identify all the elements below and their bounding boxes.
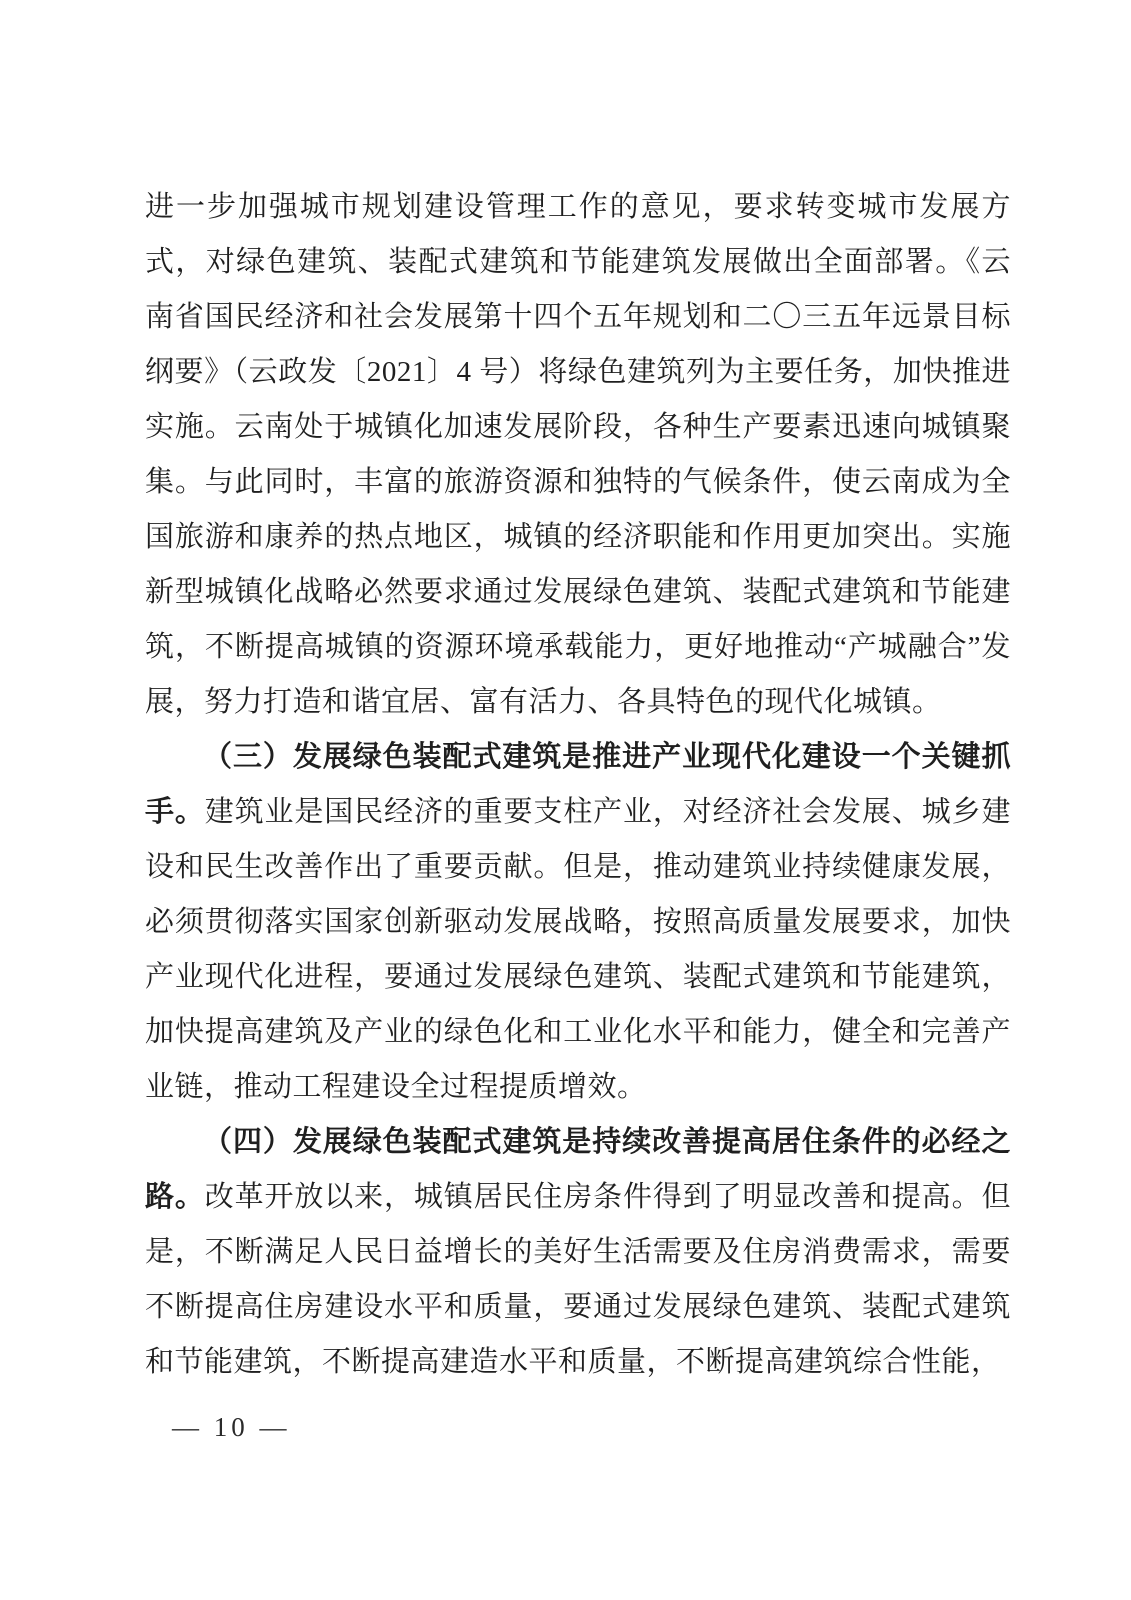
section-4-heading: （四）发展绿色装配式建筑是持续改善提高居住条件的必经之路。 — [145, 1126, 1011, 1213]
page-number: — 10 — — [172, 1412, 291, 1442]
paragraph-section-3 — [145, 730, 1011, 1115]
paragraph-continuation-text: 进一步加强城市规划建设管理工作的意见，要求转变城市发展方式，对绿色建筑、装配式建筑和节能建筑发展做出全面部署。《云南省国民经济和社会发展第十四个五年规划和二〇三五年远景目标纲要》（云政发〔2021〕4 号）将绿色建筑列为主要任务，加快推进实施。云南处于城镇化加速发展阶段，各种生产要素迅速向城镇聚集。与此同时，丰富的旅游资源和独特的气候条件，使云南成为全国旅游和康养的热点地区，城镇的经济职能和作用更加突出。实施新型城镇化战略必然要求通过发展绿色建筑、装配式建筑和节能建筑，不断提高城镇的资源环境承载能力，更好地推动“产城融合”发展，努力打造和谐宜居、富有活力、各具特色的现代化城镇。 — [145, 191, 1011, 718]
document-body — [145, 180, 1011, 1390]
paragraph-continuation — [145, 180, 1011, 730]
section-4-body-text: 改革开放以来，城镇居民住房条件得到了明显改善和提高。但是，不断满足人民日益增长的美好生活需要及住房消费需求，需要不断提高住房建设水平和质量，要通过发展绿色建筑、装配式建筑和节能建筑，不断提高建造水平和质量，不断提高建筑综合性能， — [145, 1181, 1011, 1378]
section-3-heading: （三）发展绿色装配式建筑是推进产业现代化建设一个关键抓手。 — [145, 741, 1011, 828]
section-3-body-text: 建筑业是国民经济的重要支柱产业，对经济社会发展、城乡建设和民生改善作出了重要贡献。但是，推动建筑业持续健康发展，必须贯彻落实国家创新驱动发展战略，按照高质量发展要求，加快产业现代化进程，要通过发展绿色建筑、装配式建筑和节能建筑，加快提高建筑及产业的绿色化和工业化水平和能力，健全和完善产业链，推动工程建设全过程提质增效。 — [145, 796, 1011, 1103]
paragraph-section-4 — [145, 1115, 1011, 1390]
